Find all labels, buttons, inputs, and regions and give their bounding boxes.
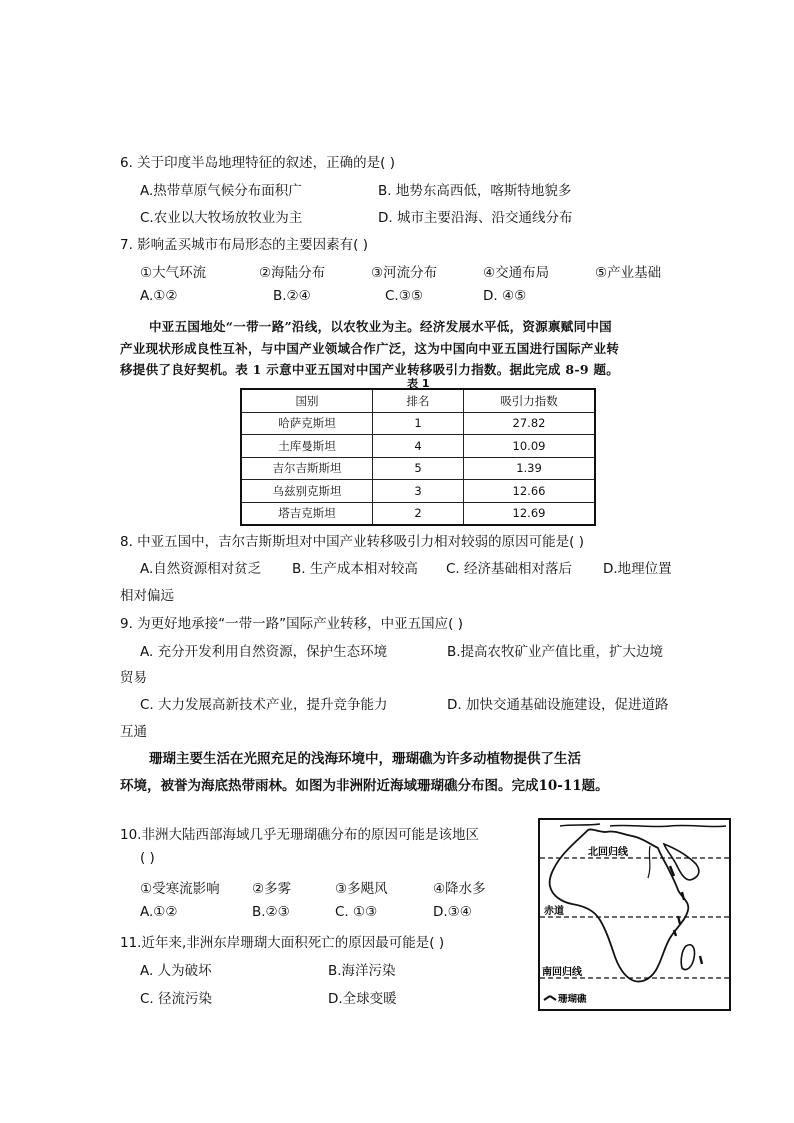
- table-cell: 土库曼斯坦: [241, 435, 373, 458]
- legend-coral-label: 珊瑚礁: [558, 994, 587, 1005]
- q7-option-a: A.①②: [140, 288, 178, 304]
- q8-option-b: B. 生产成本相对较高: [292, 561, 418, 577]
- passage1-line2: 产业现状形成良性互补，与中国产业领域合作广泛，这为中国向中亚五国进行国际产业转: [120, 341, 620, 356]
- q7-stem: 7. 影响孟买城市布局形态的主要因素有( ): [120, 237, 368, 253]
- q9-stem: 9. 为更好地承接“一带一路”国际产业转移，中亚五国应( ): [120, 616, 463, 632]
- q9-option-d: D. 加快交通基础设施建设，促进道路: [447, 697, 669, 713]
- q10-option-c: C. ①③: [335, 904, 378, 920]
- coral-reef-mark: [700, 956, 702, 964]
- q7-item-2: ②海陆分布: [259, 265, 326, 281]
- table-header-cell: 国别: [241, 389, 373, 412]
- table-row: [241, 480, 595, 503]
- madagascar-outline: [681, 945, 694, 970]
- q8-stem: 8. 中亚五国中，吉尔吉斯斯坦对中国产业转移吸引力相对较弱的原因可能是( ): [120, 534, 584, 550]
- q8-option-a: A.自然资源相对贫乏: [140, 561, 262, 577]
- q6-option-d: D. 城市主要沿海、沿交通线分布: [378, 210, 573, 226]
- q11-option-b: B.海洋污染: [328, 963, 396, 979]
- south-tropic-label: 南回归线: [542, 967, 582, 978]
- table-cell: 哈萨克斯坦: [241, 412, 373, 435]
- table-row: [241, 435, 595, 458]
- q11-option-a: A. 人为破坏: [140, 963, 212, 979]
- q7-option-c: C.③⑤: [385, 288, 423, 304]
- table-cell: 27.82: [464, 412, 596, 435]
- q7-option-d: D. ④⑤: [483, 288, 527, 304]
- africa-coral-reef-map: [538, 818, 731, 1011]
- q9-option-c: C. 大力发展高新技术产业，提升竞争能力: [140, 697, 388, 713]
- q11-option-d: D.全球变暖: [328, 991, 397, 1007]
- q9-option-a: A. 充分开发利用自然资源，保护生态环境: [140, 644, 388, 660]
- passage2-line2: 环境，被誉为海底热带雨林。如图为非洲附近海域珊瑚礁分布图。完成10-11题。: [120, 778, 609, 794]
- q7-item-3: ③河流分布: [371, 265, 438, 281]
- q8-option-d: D.地理位置: [603, 561, 672, 577]
- coral-reef-mark: [682, 892, 684, 900]
- q7-item-1: ①大气环流: [140, 265, 207, 281]
- passage1-line3: 移提供了良好契机。表 1 示意中亚五国对中国产业转移吸引力指数。据此完成 8-9 题。: [120, 362, 620, 377]
- table1-caption: 表 1: [407, 377, 430, 390]
- table-cell: 10.09: [464, 435, 596, 458]
- q9-option-b: B.提高农牧矿业产值比重，扩大边境: [447, 644, 664, 660]
- q10-answer-paren: ( ): [140, 850, 155, 866]
- table-cell: 1: [373, 412, 464, 435]
- q9-option-d-cont: 互通: [120, 724, 147, 740]
- q7-item-5: ⑤产业基础: [595, 265, 662, 281]
- table-cell: 12.66: [464, 480, 596, 503]
- table-cell: 5: [373, 457, 464, 480]
- q11-stem: 11.近年来,非洲东岸珊瑚大面积死亡的原因最可能是( ): [120, 935, 445, 951]
- table-cell: 12.69: [464, 502, 596, 525]
- table-cell: 吉尔吉斯斯坦: [241, 457, 373, 480]
- q6-option-c: C.农业以大牧场放牧业为主: [140, 210, 303, 226]
- q9-option-b-cont: 贸易: [120, 670, 147, 686]
- north-tropic-label: 北回归线: [588, 847, 628, 858]
- table-header-cell: 吸引力指数: [464, 389, 596, 412]
- q8-option-d-cont: 相对偏远: [120, 588, 174, 604]
- table-row: [241, 412, 595, 435]
- q10-option-a: A.①②: [140, 904, 178, 920]
- table1: [240, 388, 596, 526]
- nile-river: [648, 846, 650, 878]
- q10-item-4: ④降水多: [433, 881, 486, 897]
- passage2-line1: 珊瑚主要生活在光照充足的浅海环境中，珊瑚礁为许多动植物提供了生活: [149, 751, 581, 767]
- q6-option-a: A.热带草原气候分布面积广: [140, 183, 302, 199]
- q10-item-1: ①受寒流影响: [140, 881, 220, 897]
- q6-stem: 6. 关于印度半岛地理特征的叙述，正确的是( ): [120, 155, 395, 171]
- africa-map-figure: [540, 820, 729, 1009]
- q7-option-b: B.②④: [273, 288, 311, 304]
- q10-item-2: ②多雾: [252, 881, 292, 897]
- table-cell: 塔吉克斯坦: [241, 502, 373, 525]
- legend-coral-symbol-part: [550, 996, 556, 1000]
- table-row: [241, 502, 595, 525]
- q10-stem: 10.非洲大陆西部海域几乎无珊瑚礁分布的原因可能是该地区: [120, 827, 479, 843]
- table-cell: 4: [373, 435, 464, 458]
- table-cell: 3: [373, 480, 464, 503]
- table-header-row: [241, 389, 595, 412]
- legend-coral-symbol: [544, 996, 550, 1000]
- table-row: [241, 457, 595, 480]
- q10-item-3: ③多飓风: [335, 881, 388, 897]
- q10-option-d: D.③④: [433, 904, 472, 920]
- table-cell: 乌兹别克斯坦: [241, 480, 373, 503]
- passage1-line1: 中亚五国地处“一带一路”沿线，以农牧业为主。经济发展水平低，资源禀赋同中国: [149, 319, 612, 334]
- q6-option-b: B. 地势东高西低，喀斯特地貌多: [378, 183, 572, 199]
- europe-coast: [560, 824, 726, 827]
- q10-option-b: B.②③: [252, 904, 290, 920]
- equator-label: 赤道: [544, 906, 564, 917]
- q8-option-c: C. 经济基础相对落后: [446, 561, 573, 577]
- table-header-cell: 排名: [373, 389, 464, 412]
- q11-option-c: C. 径流污染: [140, 991, 213, 1007]
- arabian-peninsula-outline: [664, 844, 699, 880]
- table-cell: 2: [373, 502, 464, 525]
- table-cell: 1.39: [464, 457, 596, 480]
- q7-item-4: ④交通布局: [483, 265, 550, 281]
